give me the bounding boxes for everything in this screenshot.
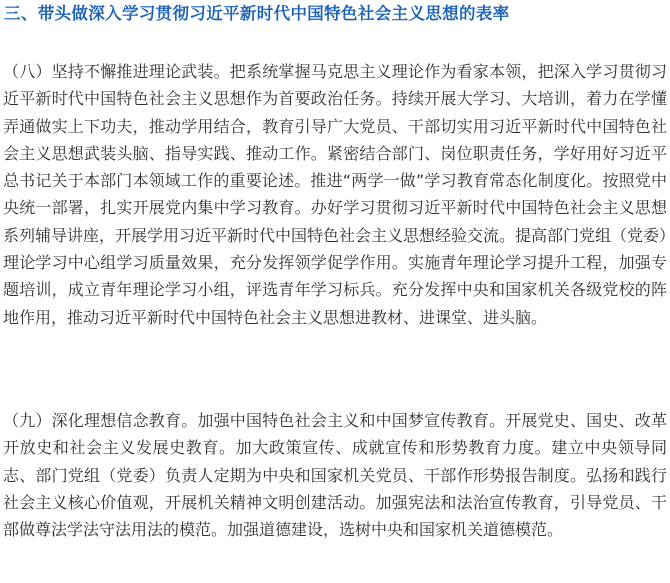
paragraph-8: （八）坚持不懈推进理论武装。把系统掌握马克思主义理论作为看家本领，把深入学习贯彻习近平新时代中国特色社会主义思想作为首要政治任务。持续开展大学习、大培训，着力在学懂弄通做实上下功夫，推动学用结合，教育引导广大党员、干部切实用习近平新时代中国特色社会主义思想武装头脑、指导实践、推动工作。紧密结合部门、岗位职责任务，学好用好习近平总书记关于本部门本领域工作的重要论述。推进“两学一做”学习教育常态化制度化。按照党中央统一部署，扎实开展党内集中学习教育。办好学习贯彻习近平新时代中国特色社会主义思想系列辅导讲座，开展学用习近平新时代中国特色社会主义思想经验交流。提高部门党组（党委）理论学习中心组学习质量效果，充分发挥领学促学作用。实施青年理论学习提升工程，加强专题培训，成立青年理论学习小组，评选青年学习标兵。充分发挥中央和国家机关各级党校的阵地作用，推动习近平新时代中国特色社会主义思想进教材、进课堂、进头脑。 [3, 62, 668, 327]
section-heading: 三、带头做深入学习贯彻习近平新时代中国特色社会主义思想的表率 [4, 4, 510, 23]
paragraph-9: （九）深化理想信念教育。加强中国特色社会主义和中国梦宣传教育。开展党史、国史、改革开放史和社会主义发展史教育。加大政策宣传、成就宣传和形势教育力度。建立中央领导同志、部门党组（党委）负责人定期为中央和国家机关党员、干部作形势报告制度。弘扬和践行社会主义核心价值观，开展机关精神文明创建活动。加强宪法和法治宣传教育，引导党员、干部做尊法学法守法用法的模范。加强道德建设，选树中央和国家机关道德模范。 [3, 411, 667, 540]
